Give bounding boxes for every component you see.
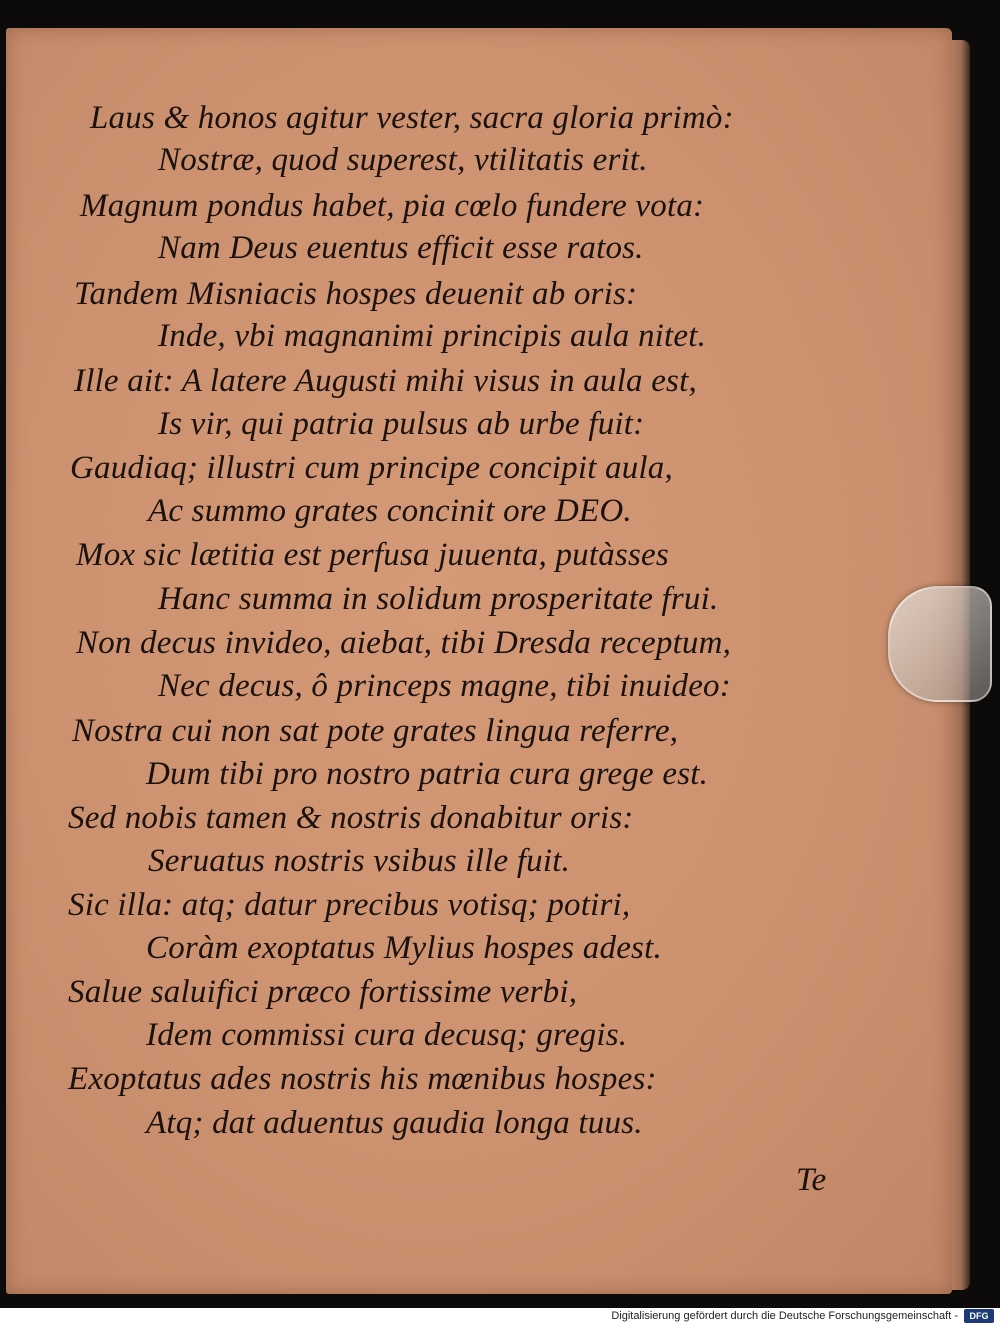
poem-line: Ac summo grates concinit ore DEO. (148, 493, 632, 529)
poem-line: Magnum pondus habet, pia cœlo fundere vota: (80, 188, 705, 224)
dfg-logo: DFG (964, 1309, 994, 1323)
poem-line: Gaudiaq; illustri cum principe concipit aula, (70, 450, 673, 486)
poem-line: Nostra cui non sat pote grates lingua referre, (72, 713, 679, 749)
funding-credit: Digitalisierung gefördert durch die Deutsche Forschungsgemeinschaft - (611, 1310, 958, 1322)
poem-line: Laus & honos agitur vester, sacra gloria primò: (90, 100, 734, 136)
page-clip (888, 586, 992, 702)
catchword: Te (796, 1162, 827, 1198)
poem-line: Idem commissi cura decusq; gregis. (146, 1017, 628, 1053)
poem-line: Non decus invideo, aiebat, tibi Dresda receptum, (76, 625, 732, 661)
poem-line: Salue saluifici præco fortissime verbi, (68, 974, 578, 1010)
poem-line: Exoptatus ades nostris his mœnibus hospes: (68, 1061, 657, 1097)
poem-line: Sic illa: atq; datur precibus votisq; potiri, (68, 887, 631, 923)
poem-line: Coràm exoptatus Mylius hospes adest. (146, 930, 662, 966)
poem-line: Mox sic lætitia est perfusa juuenta, putàsses (76, 537, 669, 573)
poem-line: Nec decus, ô princeps magne, tibi inuideo: (158, 668, 731, 704)
poem-line: Dum tibi pro nostro patria cura grege est. (146, 756, 709, 792)
poem-line: Sed nobis tamen & nostris donabitur oris: (68, 800, 634, 836)
poem-text (6, 28, 952, 1294)
poem-line: Atq; dat aduentus gaudia longa tuus. (146, 1105, 643, 1141)
poem-line: Nam Deus euentus efficit esse ratos. (158, 230, 644, 266)
poem-line: Nostræ, quod superest, vtilitatis erit. (158, 142, 648, 178)
poem-line: Ille ait: A latere Augusti mihi visus in aula est, (74, 363, 697, 399)
poem-line: Seruatus nostris vsibus ille fuit. (148, 843, 571, 879)
poem-line: Inde, vbi magnanimi principis aula nitet. (158, 318, 707, 354)
poem-line: Hanc summa in solidum prosperitate frui. (158, 581, 719, 617)
poem-line: Is vir, qui patria pulsus ab urbe fuit: (158, 406, 645, 442)
book-page (6, 28, 952, 1294)
poem-line: Tandem Misniacis hospes deuenit ab oris: (74, 276, 638, 312)
